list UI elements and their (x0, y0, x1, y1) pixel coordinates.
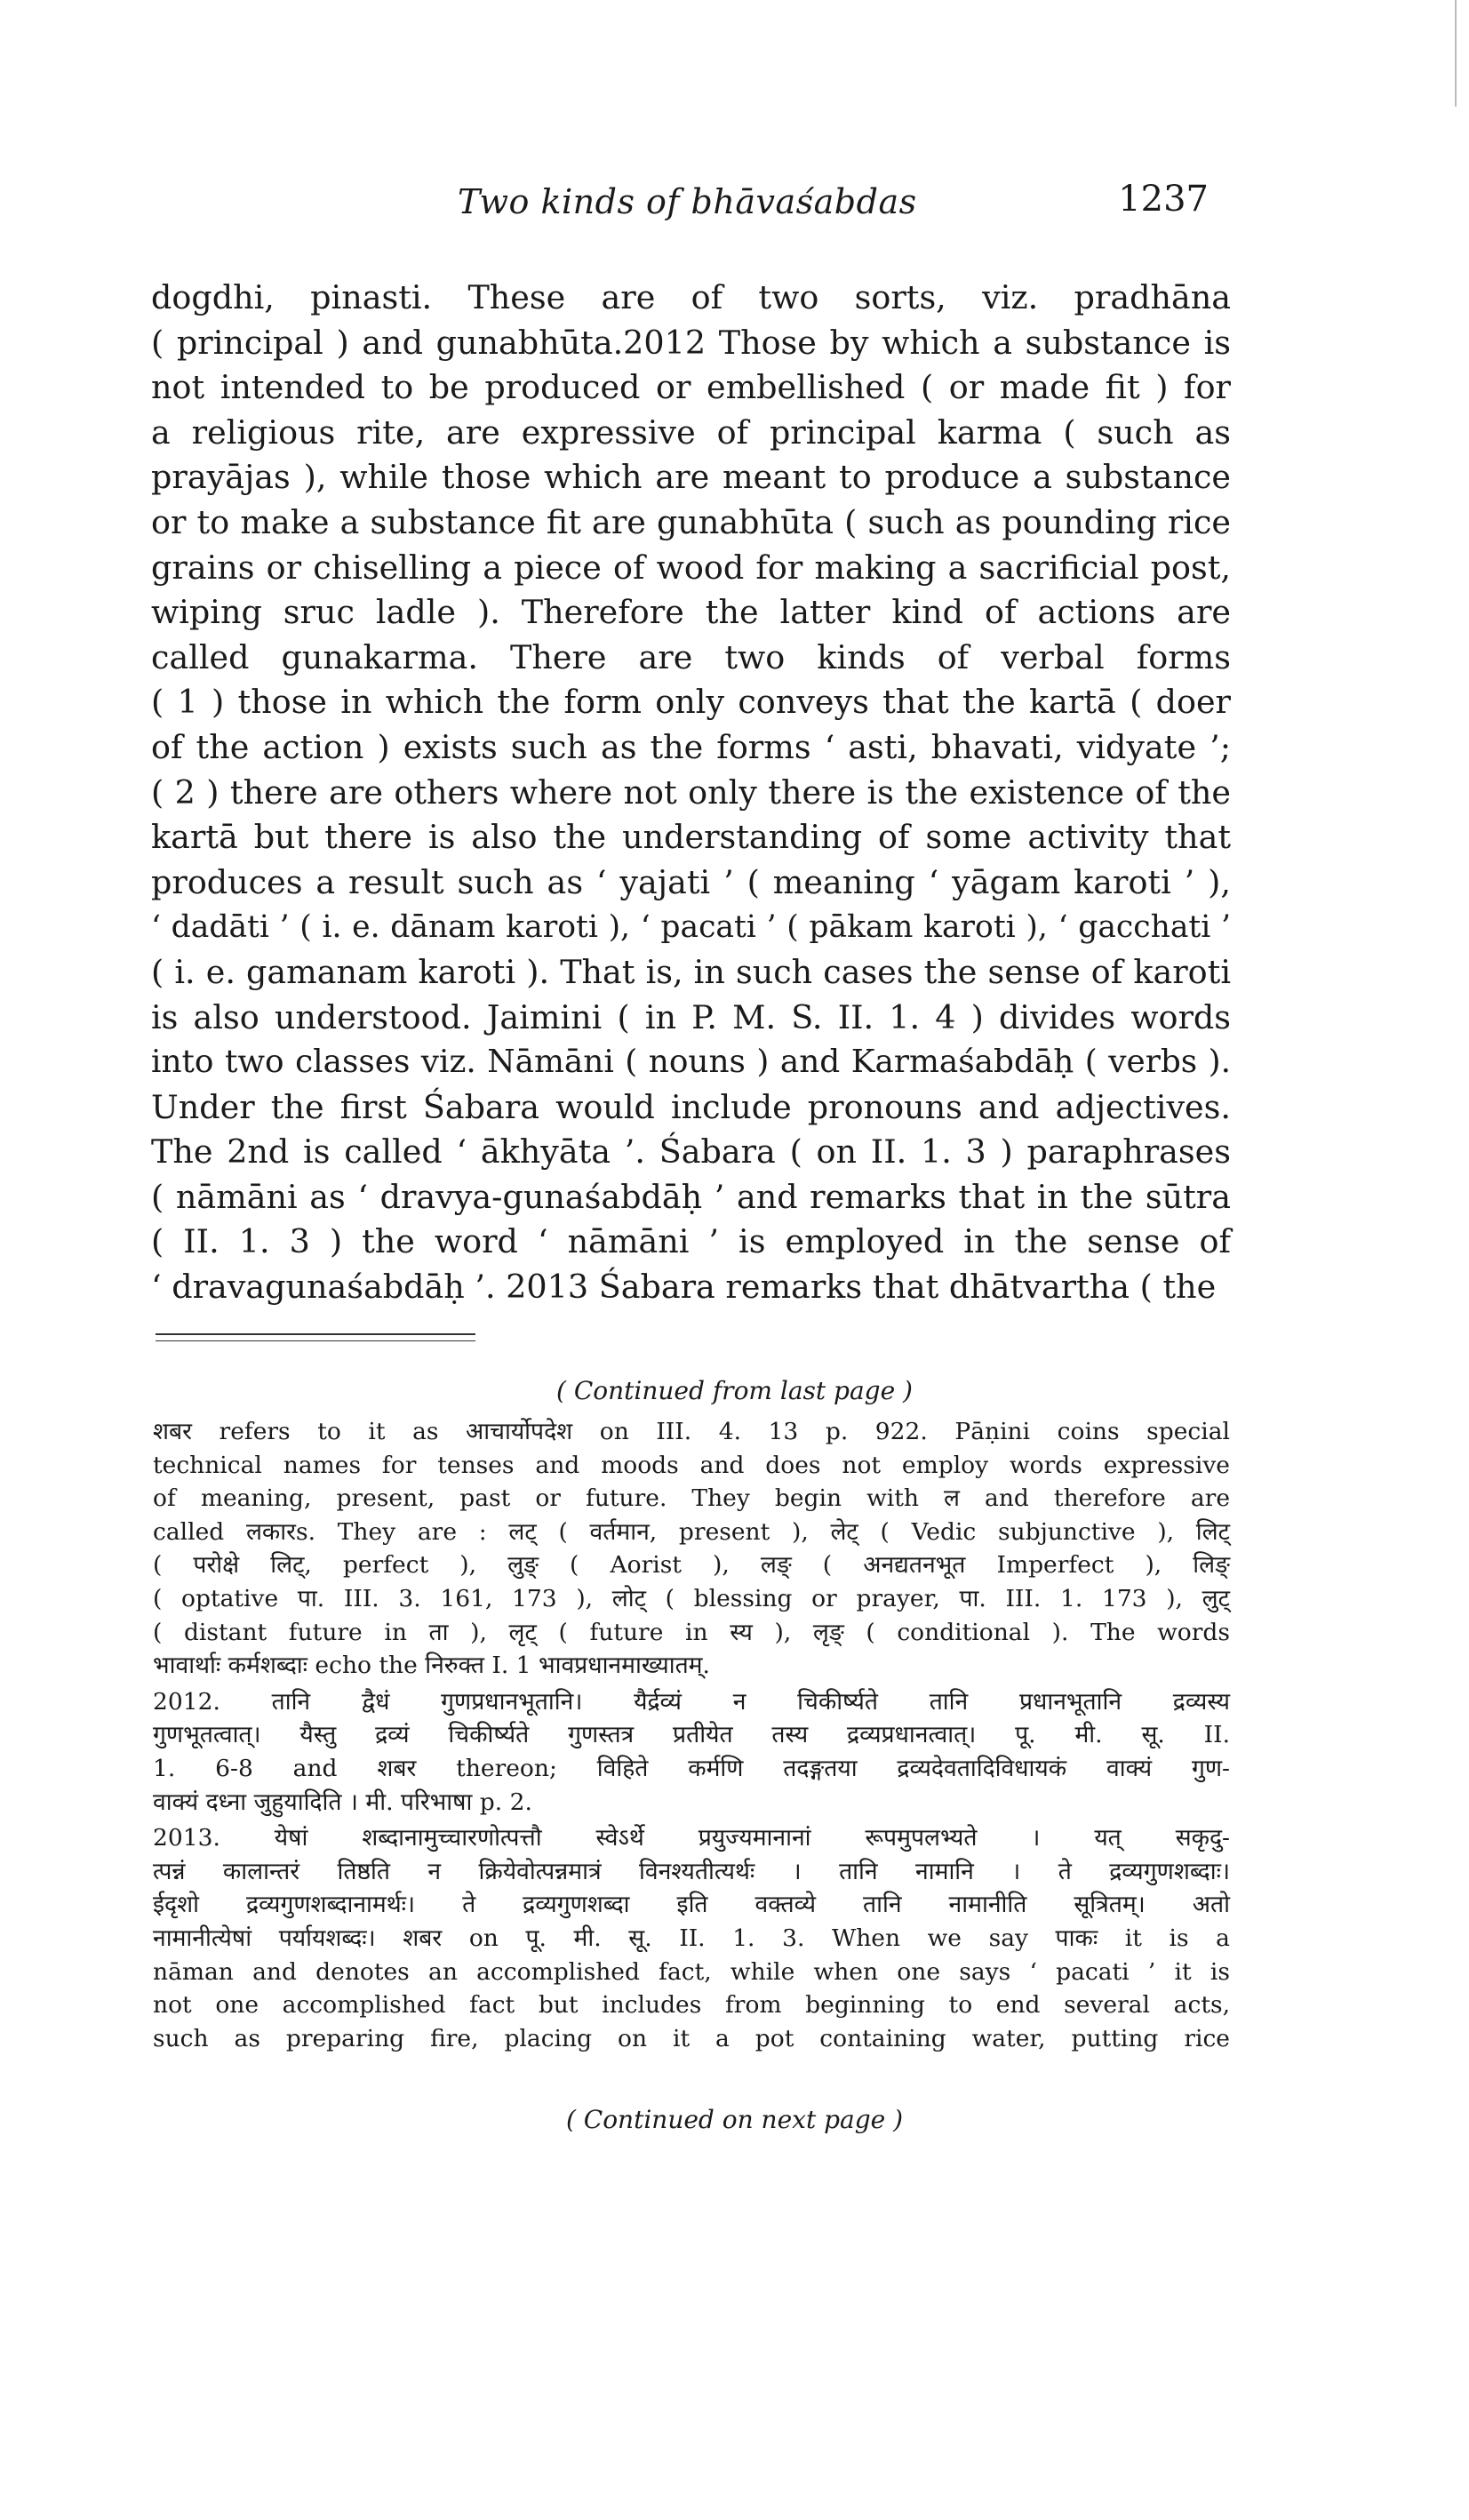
footnote-line: ( distant future in ता ), लृट् ( future in स्य ), लृङ् ( conditional ). The words (153, 1618, 1230, 1646)
text-line: wiping sruc ladle ). Therefore the latter kind of actions are (151, 593, 1231, 632)
text-line: or to make a substance fit are gunabhūta ( such as pounding rice (151, 502, 1231, 541)
footnote-2013-line: ईदृशो द्रव्यगुणशब्दानामर्थः। ते द्रव्यगुणशब्दा इति वक्तव्ये तानि नामानीति सूत्रितम्। अतो (153, 1891, 1230, 1919)
page-number: 1237 (1118, 179, 1209, 220)
footnote-separator (156, 1333, 475, 1335)
footnote-2012-line: वाक्यं दध्ना जुहुयादिति । मी. परिभाषा p. 2. (153, 1788, 532, 1816)
text-line: ( i. e. gamanam karoti ). That is, in such cases the sense of karoti (151, 952, 1231, 991)
footnote-line: ( optative पा. III. 3. 161, 173 ), लोट् ( blessing or prayer, पा. III. 1. 173 ), लुट् (153, 1584, 1230, 1612)
footnote-2013-line: त्पन्नं कालान्तरं तिष्ठति न क्रियेवोत्पन्नमात्रं विनश्यतीत्यर्थः । तानि नामानि । ते द्रव्यगुणशब्दाः। (153, 1857, 1230, 1885)
footnote-line: ( परोक्षे लिट्, perfect ), लुङ् ( Aorist ), लङ् ( अनद्यतनभूत Imperfect ), लिङ् (153, 1551, 1230, 1580)
footnote-2012-line: गुणभूतत्वात्। यैस्तु द्रव्यं चिकीर्ष्यते गुणस्तत्र प्रतीयेत तस्य द्रव्यप्रधानत्वात्। पू. मी. सू. II. (153, 1721, 1230, 1749)
main-text (151, 276, 1231, 1310)
footnote-line: called लकारs. They are : लट् ( वर्तमान, present ), लेट् ( Vedic subjunctive ), लिट् (153, 1517, 1230, 1546)
text-line: a religious rite, are expressive of principal karma ( such as (151, 412, 1231, 452)
footnote-line: of meaning, present, past or future. They begin with ल and therefore are (153, 1484, 1230, 1513)
text-line: kartā but there is also the understanding of some activity that (151, 818, 1231, 857)
footnote-line: भावार्थाः कर्मशब्दाः echo the निरुक्त I. 1 भावप्रधानमाख्यातम्. (153, 1652, 710, 1680)
footnote-2013-line: 2013. येषां शब्दानामुच्चारणोत्पत्तौ स्वेऽर्थे प्रयुज्यमानानां रूपमुपलभ्यते । यत् सकृदु- (153, 1824, 1230, 1852)
text-line: called gunakarma. There are two kinds of verbal forms (151, 637, 1231, 676)
text-line: Under the first Śabara would include pronouns and adjectives. (151, 1087, 1231, 1126)
text-line: into two classes viz. Nāmāni ( nouns ) and Karmaśabdāḥ ( verbs ). (151, 1044, 1231, 1081)
text-line: ( principal ) and gunabhūta.2012 Those by which a substance is (151, 323, 1231, 362)
footnote-2013-line: not one accomplished fact but includes from beginning to end several acts, (153, 1991, 1230, 2020)
text-line: The 2nd is called ‘ ākhyāta ’. Śabara ( on II. 1. 3 ) paraphrases (151, 1132, 1231, 1172)
scan-edge-line (1455, 0, 1457, 107)
footnotes (153, 1415, 1230, 2055)
text-line: ‘ dravagunaśabdāḥ ’. 2013 Śabara remarks that dhātvartha ( the (151, 1268, 1217, 1307)
footnote-line: शबर refers to it as आचार्योपदेश on III. 4. 13 p. 922. Pāṇini coins special (153, 1418, 1230, 1445)
text-line: ( 1 ) those in which the form only conveys that the kartā ( doer (151, 683, 1231, 722)
text-line: not intended to be produced or embellished ( or made fit ) for (151, 368, 1231, 407)
text-line: ( nāmāni as ‘ dravya-gunaśabdāḥ ’ and remarks that in the sūtra (151, 1177, 1231, 1216)
running-head (156, 179, 1218, 236)
text-line: ( 2 ) there are others where not only there is the existence of the (151, 772, 1231, 812)
text-line: prayājas ), while those which are meant to produce a substance (151, 458, 1231, 497)
text-line: ( II. 1. 3 ) the word ‘ nāmāni ’ is employed in the sense of (151, 1222, 1231, 1261)
footnote-continued-from: ( Continued from last page ) (556, 1376, 913, 1405)
text-line: of the action ) exists such as the forms ‘ asti, bhavati, vidyate ’; (151, 727, 1231, 766)
footnote-2013-line: nāman and denotes an accomplished fact, while when one says ‘ pacati ’ it is (153, 1957, 1230, 1986)
text-line: produces a result such as ‘ yajati ’ ( meaning ‘ yāgam karoti ’ ), (151, 862, 1231, 901)
footnote-2013-line: such as preparing fire, placing on it a pot containing water, putting rice (153, 2024, 1230, 2052)
footnote-2012-line: 2012. तानि द्वैधं गुणप्रधानभूतानि। यैर्द्रव्यं न चिकीर्ष्यते तानि प्रधानभूतानि द्रव्यस्य (153, 1687, 1230, 1716)
footnote-separator-thin (156, 1340, 475, 1341)
footnote-line: technical names for tenses and moods and does not employ words expressive (153, 1451, 1230, 1479)
text-line: grains or chiselling a piece of wood for making a sacrificial post, (151, 548, 1231, 587)
text-line: is also understood. Jaimini ( in P. M. S. II. 1. 4 ) divides words (151, 997, 1231, 1036)
footnote-continued-on: ( Continued on next page ) (565, 2105, 904, 2134)
text-line: dogdhi, pinasti. These are of two sorts, viz. pradhāna (151, 278, 1231, 316)
text-line: ‘ dadāti ’ ( i. e. dānam karoti ), ‘ pacati ’ ( pākam karoti ), ‘ gacchati ’ (151, 909, 1231, 946)
footnote-2012-line: 1. 6-8 and शबर thereon; विहिते कर्मणि तदङ्गतया द्रव्यदेवतादिविधायकं वाक्यं गुण- (153, 1754, 1230, 1782)
running-title: Two kinds of bhāvaśabdas (458, 182, 917, 221)
footnote-2013-line: नामानीत्येषां पर्यायशब्दः। शबर on पू. मी. सू. II. 1. 3. When we say पाकः it is a (153, 1924, 1230, 1952)
